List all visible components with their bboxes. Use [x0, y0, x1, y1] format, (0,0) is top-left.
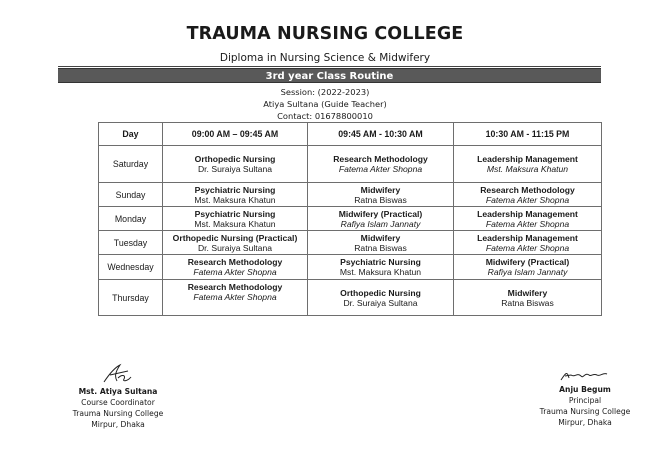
subject: Midwifery (Practical)	[338, 208, 423, 219]
subject: Midwifery (Practical)	[485, 257, 570, 267]
class-cell	[163, 255, 308, 280]
coordinator-org: Trauma Nursing College	[72, 409, 164, 418]
class-cell	[163, 183, 308, 207]
teacher: Fatema Akter Shopna	[485, 242, 570, 253]
class-cell	[308, 146, 454, 183]
class-cell	[308, 183, 454, 207]
class-cell	[454, 280, 602, 316]
subject: Orthopedic Nursing	[340, 287, 421, 298]
subject: Research Methodology	[187, 257, 283, 267]
teacher: Fatema Akter Shopna	[193, 267, 277, 277]
header-slot-1: 09:00 AM – 09:45 AM	[163, 123, 308, 146]
subject: Psychiatric Nursing	[194, 208, 276, 219]
table-row	[99, 183, 602, 207]
subject: Psychiatric Nursing	[194, 184, 276, 195]
subject: Leadership Management	[477, 232, 578, 243]
coordinator-signature-block	[48, 362, 188, 430]
coordinator-name: Mst. Atiya Sultana	[78, 387, 158, 396]
session-text: Session: (2022-2023)	[280, 87, 370, 97]
teacher: Fatema Akter Shopna	[193, 292, 277, 302]
day-cell: Wednesday	[99, 255, 163, 280]
subject: Research Methodology	[187, 282, 283, 292]
class-cell	[454, 183, 602, 207]
table-row	[99, 280, 602, 316]
college-name: TRAUMA NURSING COLLEGE	[186, 24, 464, 44]
principal-name: Anju Begum	[559, 385, 611, 394]
class-cell	[308, 231, 454, 255]
class-cell	[454, 255, 602, 280]
teacher: Fatema Akter Shopna	[485, 194, 570, 205]
teacher: Mst. Maksura Khatun	[194, 218, 276, 229]
signature-mark	[557, 366, 613, 384]
subject: Psychiatric Nursing	[340, 257, 421, 267]
header-slot-3: 10:30 AM - 11:15 PM	[454, 123, 602, 146]
teacher: Ratna Biswas	[354, 194, 407, 205]
coordinator-location: Mirpur, Dhaka	[91, 420, 145, 429]
coordinator-role: Course Coordinator	[81, 398, 155, 407]
signature-mark	[98, 362, 138, 386]
class-cell	[454, 231, 602, 255]
class-cell	[308, 255, 454, 280]
teacher: Dr. Suraiya Sultana	[197, 242, 273, 253]
program-name: Diploma in Nursing Science & Midwifery	[219, 52, 431, 64]
teacher: Rafiya Islam Jannaty	[340, 218, 421, 229]
teacher: Rafiya Islam Jannaty	[487, 267, 568, 277]
subject: Research Methodology	[333, 154, 428, 164]
subject: Research Methodology	[480, 184, 575, 195]
teacher: Dr. Suraiya Sultana	[343, 297, 418, 308]
subject: Orthopedic Nursing	[194, 154, 276, 164]
principal-signature-block	[515, 366, 650, 428]
guide-teacher-text: Atiya Sultana (Guide Teacher)	[263, 99, 387, 109]
subject: Orthopedic Nursing (Practical)	[172, 232, 298, 243]
class-cell	[308, 280, 454, 316]
class-cell	[163, 280, 308, 316]
subject: Midwifery	[360, 184, 401, 195]
principal-location: Mirpur, Dhaka	[558, 418, 612, 427]
teacher: Fatema Akter Shopna	[485, 218, 570, 229]
header-day: Day	[99, 123, 163, 146]
class-cell	[454, 207, 602, 231]
teacher: Ratna Biswas	[501, 297, 554, 308]
title-bar-rule	[58, 66, 601, 67]
day-cell: Tuesday	[99, 231, 163, 255]
teacher: Mst. Maksura Khatun	[339, 267, 422, 277]
subject: Leadership Management	[477, 208, 578, 219]
class-cell	[163, 231, 308, 255]
teacher: Ratna Biswas	[354, 242, 407, 253]
teacher: Mst. Maksura Khatun	[486, 164, 569, 174]
contact-text: Contact: 01678800010	[277, 111, 373, 121]
routine-title-bar: 3rd year Class Routine	[58, 68, 601, 83]
class-cell	[163, 207, 308, 231]
subject: Midwifery	[507, 287, 548, 298]
table-row	[99, 231, 602, 255]
subject: Leadership Management	[477, 154, 578, 164]
teacher: Fatema Akter Shopna	[338, 164, 423, 174]
class-routine-table	[98, 122, 602, 316]
table-row	[99, 207, 602, 231]
day-cell: Monday	[99, 207, 163, 231]
principal-org: Trauma Nursing College	[539, 407, 631, 416]
class-cell	[163, 146, 308, 183]
table-row	[99, 146, 602, 183]
header-slot-2: 09:45 AM - 10:30 AM	[308, 123, 454, 146]
table-header-row	[99, 123, 602, 146]
class-cell	[454, 146, 602, 183]
day-cell: Saturday	[99, 146, 163, 183]
teacher: Mst. Maksura Khatun	[194, 194, 276, 205]
subject: Midwifery	[360, 232, 401, 243]
day-cell: Thursday	[99, 280, 163, 316]
principal-role: Principal	[568, 396, 602, 405]
day-cell: Sunday	[99, 183, 163, 207]
class-cell	[308, 207, 454, 231]
table-row	[99, 255, 602, 280]
teacher: Dr. Suraiya Sultana	[197, 164, 273, 174]
